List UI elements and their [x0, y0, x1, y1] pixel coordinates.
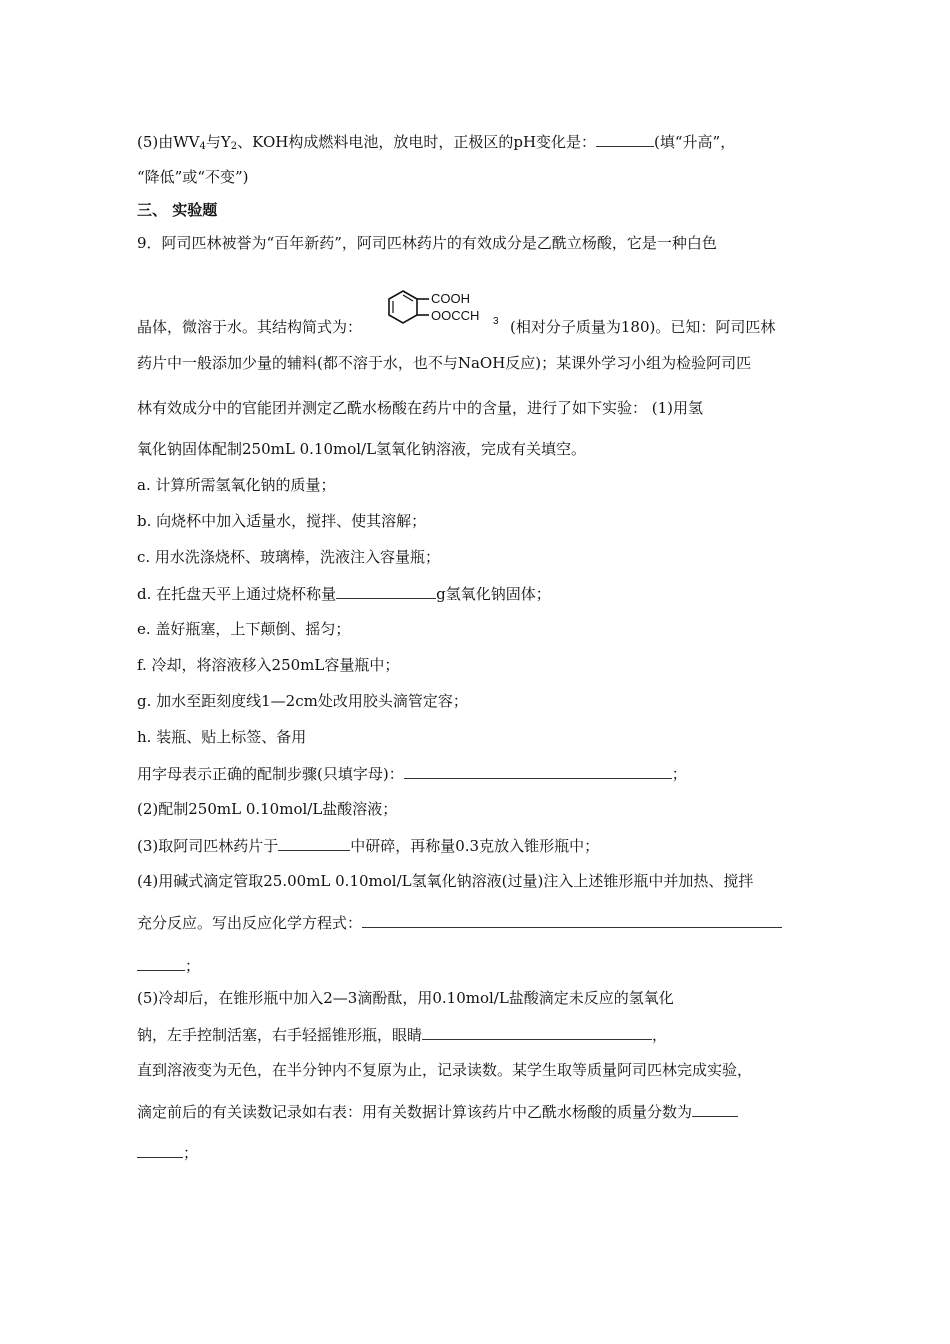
part5-line1: (5)冷却后，在锥形瓶中加入2—3滴酚酞，用0.10mol/L盐酸滴定未反应的氢氧化 [137, 989, 674, 1007]
part3-text-a: (3)取阿司匹林药片于 [137, 837, 279, 855]
order-line [137, 763, 687, 784]
part2-line: (2)配制250mL 0.10mol/L盐酸溶液； [137, 800, 398, 818]
q9-intro-line2b: (相对分子质量为180)。已知：阿司匹林 [510, 318, 776, 336]
part5-end: ； [183, 1144, 199, 1162]
part5-line3: 直到溶液变为无色，在半分钟内不复原为止，记录读数。某学生取等质量阿司匹林完成实验， [137, 1061, 753, 1079]
part5-text-a: 钠，左手控制活塞，右手轻摇锥形瓶，眼睛 [137, 1026, 423, 1044]
mass-fraction-blank[interactable] [692, 1101, 738, 1117]
q5-sub-2: 2 [230, 141, 238, 152]
q5-text-c: 、KOH构成燃料电池，放电时，正极区的pH变化是： [237, 133, 597, 151]
step-h: h. 装瓶、贴上标签、备用 [137, 728, 307, 746]
step-f: f. 冷却，将溶液移入250mL容量瓶中； [137, 656, 400, 674]
step-e: e. 盖好瓶塞，上下颠倒、摇匀； [137, 620, 351, 638]
step-d-text-a: d. 在托盘天平上通过烧杯称量 [137, 585, 337, 603]
part5-line4 [137, 1101, 738, 1122]
part4-end: ； [185, 957, 201, 975]
part4-line3 [137, 955, 200, 976]
q9-intro-line5: 氧化钠固体配制250mL 0.10mol/L氢氧化钠溶液，完成有关填空。 [137, 440, 587, 458]
part4-line1: (4)用碱式滴定管取25.00mL 0.10mol/L氢氧化钠溶液(过量)注入上述锥形瓶中并加热、搅拌 [137, 872, 754, 890]
step-d-text-b: g氢氧化钠固体； [436, 585, 551, 603]
q9-intro-line2a: 晶体，微溶于水。其结构简式为： [137, 318, 363, 336]
q5-fuel-cell-line1 [137, 131, 735, 157]
q9-intro-line4: 林有效成分中的官能团并测定乙酰水杨酸在药片中的含量，进行了如下实验： (1)用氢 [137, 399, 704, 417]
part5-line5 [137, 1142, 198, 1163]
ester-label: OOCCH [431, 308, 480, 323]
q9-intro-line1: 9．阿司匹林被誉为“百年新药”，阿司匹林药片的有效成分是乙酰立杨酸，它是一种白色 [137, 234, 717, 252]
equation-blank[interactable] [362, 912, 782, 928]
q9-intro-line3: 药片中一般添加少量的辅料(都不溶于水，也不与NaOH反应)；某课外学习小组为检验阿司匹 [137, 354, 752, 372]
q5-text-b: 与Y [205, 133, 231, 151]
part5-text-c: 滴定前后的有关读数记录如右表：用有关数据计算该药片中乙酰水杨酸的质量分数为 [137, 1103, 693, 1121]
cooh-label: COOH [431, 291, 470, 306]
order-answer-blank[interactable] [404, 763, 672, 779]
ester-subscript: 3 [493, 316, 499, 327]
step-d [137, 583, 551, 604]
q5-text-a: (5)由WV [137, 133, 200, 151]
part4-text: 充分反应。写出反应化学方程式： [137, 914, 363, 932]
part3-line [137, 835, 599, 856]
aspirin-structure [383, 287, 509, 331]
equation-blank-cont[interactable] [137, 955, 185, 971]
mass-fraction-blank-cont[interactable] [137, 1142, 183, 1158]
q5-sub-4: 4 [199, 141, 206, 152]
step-c: c. 用水洗涤烧杯、玻璃棒，洗液注入容量瓶； [137, 548, 440, 566]
naoh-mass-blank[interactable] [336, 583, 436, 599]
step-g: g. 加水至距刻度线1—2cm处改用胶头滴管定容； [137, 692, 468, 710]
eyes-observe-blank[interactable] [422, 1024, 652, 1040]
q5-answer-blank[interactable] [596, 131, 654, 147]
step-b: b. 向烧杯中加入适量水，搅拌、使其溶解； [137, 512, 427, 530]
part5-text-b: ， [652, 1026, 668, 1044]
part5-line2 [137, 1024, 667, 1045]
order-text: 用字母表示正确的配制步骤(只填字母)： [137, 765, 404, 783]
q5-fuel-cell-line2: “降低”或“不变”) [137, 168, 249, 186]
part3-text-b: 中研碎，再称量0.3克放入锥形瓶中； [350, 837, 600, 855]
grinding-vessel-blank[interactable] [278, 835, 350, 851]
section-title: 三、 实验题 [137, 201, 218, 219]
order-end: ； [671, 765, 687, 783]
step-a: a. 计算所需氢氧化钠的质量； [137, 476, 336, 494]
q5-text-d: (填“升高”， [654, 133, 736, 151]
part4-line2 [137, 912, 782, 933]
